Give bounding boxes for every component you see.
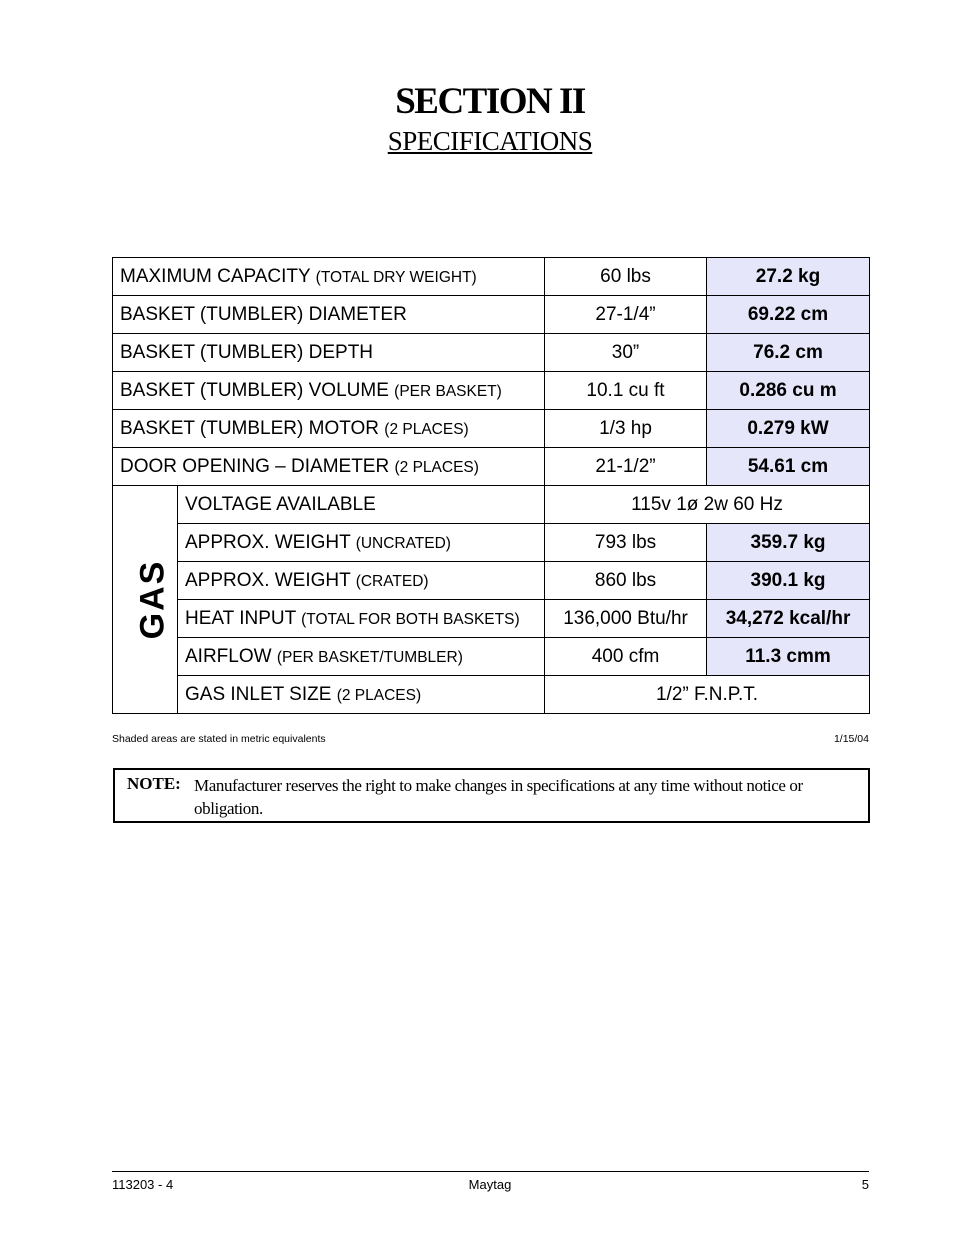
spec-value: 1/3 hp [545,410,707,448]
spec-value: 1/2” F.N.P.T. [545,676,870,714]
spec-metric-value: 0.286 cu m [707,372,870,410]
page-number: 5 [861,1177,869,1192]
spec-label-cell [178,638,545,676]
specifications-table [112,257,870,714]
gas-spec-row [113,638,870,676]
spec-qualifier: (2 PLACES) [384,420,469,438]
section-title: SECTION II [395,81,585,122]
spec-label: BASKET (TUMBLER) DIAMETER [120,303,407,325]
gas-spec-row [113,524,870,562]
gas-spec-row [113,562,870,600]
spec-label: BASKET (TUMBLER) MOTOR [120,417,379,439]
footer-divider [112,1171,869,1172]
spec-label-cell [178,600,545,638]
document-number: 113203 - 4 [112,1177,174,1192]
spec-label: DOOR OPENING – DIAMETER [120,455,390,477]
spec-value: 400 cfm [545,638,707,676]
spec-label-cell [178,562,545,600]
spec-label: BASKET (TUMBLER) VOLUME [120,379,389,401]
spec-label-cell [113,372,545,410]
spec-qualifier: (2 PLACES) [394,458,479,476]
spec-row [113,448,870,486]
spec-label: APPROX. WEIGHT [185,569,351,591]
revision-date: 1/15/04 [833,733,869,745]
spec-row [113,296,870,334]
section-subtitle: SPECIFICATIONS [387,126,593,156]
spec-qualifier: (PER BASKET) [394,382,502,400]
spec-label: MAXIMUM CAPACITY [120,265,311,287]
spec-value: 21-1/2” [545,448,707,486]
metric-footnote: Shaded areas are stated in metric equivalents [112,733,326,745]
spec-qualifier: (2 PLACES) [336,686,422,704]
spec-label-cell [113,296,545,334]
note-box [113,768,870,823]
note-label: NOTE: [127,774,181,793]
gas-group-label: GAS [133,559,172,640]
spec-label-cell [113,448,545,486]
spec-label: AIRFLOW [185,645,272,667]
spec-metric-value: 27.2 kg [707,258,870,296]
spec-metric-value: 34,272 kcal/hr [707,600,870,638]
spec-value: 60 lbs [545,258,707,296]
spec-metric-value: 390.1 kg [707,562,870,600]
spec-metric-value: 69.22 cm [707,296,870,334]
spec-label: GAS INLET SIZE [185,683,332,705]
spec-value: 10.1 cu ft [545,372,707,410]
spec-metric-value: 11.3 cmm [707,638,870,676]
spec-label: HEAT INPUT [185,607,296,629]
spec-row [113,258,870,296]
spec-row [113,372,870,410]
spec-label-cell [178,486,545,524]
spec-value: 27-1/4” [545,296,707,334]
spec-row [113,334,870,372]
spec-qualifier: (CRATED) [355,572,429,590]
spec-qualifier: (TOTAL FOR BOTH BASKETS) [301,610,520,628]
gas-spec-row [113,600,870,638]
gas-spec-row [113,486,870,524]
gas-spec-row [113,676,870,714]
spec-label-cell [178,524,545,562]
spec-label-cell [113,258,545,296]
note-text: Manufacturer reserves the right to make changes in specifications at any time without notice or obligation. [194,776,803,818]
spec-value: 860 lbs [545,562,707,600]
spec-value: 30” [545,334,707,372]
spec-row [113,410,870,448]
spec-value: 115v 1ø 2w 60 Hz [545,486,870,524]
spec-qualifier: (UNCRATED) [355,534,451,552]
spec-label: APPROX. WEIGHT [185,531,351,553]
spec-label-cell [178,676,545,714]
spec-label-cell [113,410,545,448]
spec-qualifier: (PER BASKET/TUMBLER) [276,648,463,666]
spec-label: VOLTAGE AVAILABLE [185,493,376,515]
spec-metric-value: 0.279 kW [707,410,870,448]
spec-metric-value: 76.2 cm [707,334,870,372]
spec-label: BASKET (TUMBLER) DEPTH [120,341,374,363]
gas-group-label-cell [113,486,178,714]
spec-value: 136,000 Btu/hr [545,600,707,638]
spec-metric-value: 54.61 cm [707,448,870,486]
spec-label-cell [113,334,545,372]
spec-value: 793 lbs [545,524,707,562]
spec-qualifier: (TOTAL DRY WEIGHT) [315,268,477,286]
footer-brand: Maytag [468,1177,512,1192]
spec-metric-value: 359.7 kg [707,524,870,562]
